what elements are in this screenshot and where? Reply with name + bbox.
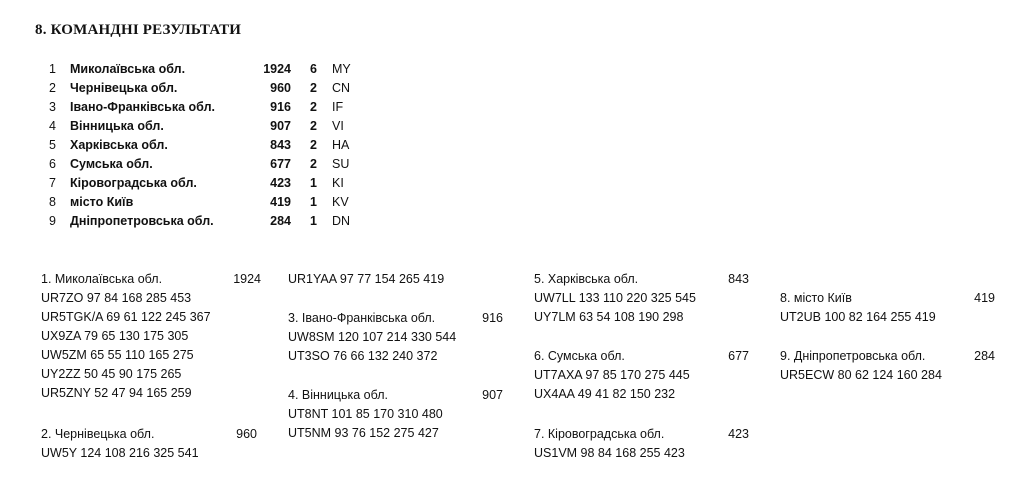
team-score: 284 bbox=[974, 349, 995, 363]
team-score: 419 bbox=[974, 291, 995, 305]
summary-row bbox=[40, 119, 370, 138]
summary-row bbox=[40, 176, 370, 195]
team-title: 1. Миколаївська обл. bbox=[41, 272, 163, 286]
team-name: Чернівецька обл. bbox=[70, 81, 178, 95]
member-result: UW5Y 124 108 216 325 541 bbox=[41, 446, 199, 460]
summary-row bbox=[40, 138, 370, 157]
region-code: KI bbox=[332, 176, 344, 190]
team-name: Сумська обл. bbox=[70, 157, 153, 171]
member-result: UT2UB 100 82 164 255 419 bbox=[780, 310, 936, 324]
rank: 2 bbox=[49, 81, 56, 95]
team-name: Харківська обл. bbox=[70, 138, 168, 152]
team-score: 284 bbox=[270, 214, 291, 228]
team-score: 916 bbox=[270, 100, 291, 114]
team-score: 843 bbox=[270, 138, 291, 152]
member-result: UW5ZM 65 55 110 165 275 bbox=[41, 348, 194, 362]
team-title: 6. Сумська обл. bbox=[534, 349, 625, 363]
participant-count: 2 bbox=[310, 81, 317, 95]
region-code: DN bbox=[332, 214, 351, 228]
team-score: 423 bbox=[728, 427, 749, 441]
team-name: місто Київ bbox=[70, 195, 134, 209]
team-title: 4. Вінницька обл. bbox=[288, 388, 388, 402]
summary-row bbox=[40, 195, 370, 214]
member-result: UY7LM 63 54 108 190 298 bbox=[534, 310, 684, 324]
page-title: 8. КОМАНДНІ РЕЗУЛЬТАТИ bbox=[35, 22, 242, 38]
team-title: 2. Чернівецька обл. bbox=[41, 427, 155, 441]
team-score: 907 bbox=[270, 119, 291, 133]
region-code: HA bbox=[332, 138, 350, 152]
summary-row bbox=[40, 157, 370, 176]
team-score: 1924 bbox=[233, 272, 261, 286]
participant-count: 1 bbox=[310, 214, 317, 228]
region-code: KV bbox=[332, 195, 349, 209]
member-result: UX4AA 49 41 82 150 232 bbox=[534, 387, 676, 401]
member-result: UT3SO 76 66 132 240 372 bbox=[288, 349, 438, 363]
member-result: UW7LL 133 110 220 325 545 bbox=[534, 291, 696, 305]
participant-count: 1 bbox=[310, 176, 317, 190]
team-score: 916 bbox=[482, 311, 503, 325]
team-score: 423 bbox=[270, 176, 291, 190]
team-name: Вінницька обл. bbox=[70, 119, 164, 133]
team-title: 3. Івано-Франківська обл. bbox=[288, 311, 436, 325]
team-score: 907 bbox=[482, 388, 503, 402]
team-score: 419 bbox=[270, 195, 291, 209]
team-name: Миколаївська обл. bbox=[70, 62, 186, 76]
member-result: UT5NM 93 76 152 275 427 bbox=[288, 426, 439, 440]
participant-count: 6 bbox=[310, 62, 317, 76]
rank: 8 bbox=[49, 195, 56, 209]
rank: 4 bbox=[49, 119, 56, 133]
participant-count: 1 bbox=[310, 195, 317, 209]
rank: 5 bbox=[49, 138, 56, 152]
participant-count: 2 bbox=[310, 157, 317, 171]
member-result: US1VM 98 84 168 255 423 bbox=[534, 446, 685, 460]
rank: 6 bbox=[49, 157, 56, 171]
region-code: MY bbox=[332, 62, 351, 76]
member-result: UX9ZA 79 65 130 175 305 bbox=[41, 329, 189, 343]
team-score: 960 bbox=[236, 427, 257, 441]
member-result: UR5ZNY 52 47 94 165 259 bbox=[41, 386, 192, 400]
rank: 3 bbox=[49, 100, 56, 114]
participant-count: 2 bbox=[310, 100, 317, 114]
team-score: 1924 bbox=[263, 62, 291, 76]
team-score: 960 bbox=[270, 81, 291, 95]
member-result: UR1YAA 97 77 154 265 419 bbox=[288, 272, 445, 286]
summary-row bbox=[40, 100, 370, 119]
member-result: UY2ZZ 50 45 90 175 265 bbox=[41, 367, 182, 381]
team-score: 677 bbox=[270, 157, 291, 171]
member-result: UT7AXA 97 85 170 275 445 bbox=[534, 368, 690, 382]
region-code: VI bbox=[332, 119, 344, 133]
team-title: 9. Дніпропетровська обл. bbox=[780, 349, 926, 363]
summary-row bbox=[40, 81, 370, 100]
region-code: CN bbox=[332, 81, 351, 95]
member-result: UR5TGK/A 69 61 122 245 367 bbox=[41, 310, 211, 324]
participant-count: 2 bbox=[310, 119, 317, 133]
rank: 9 bbox=[49, 214, 56, 228]
team-name: Дніпропетровська обл. bbox=[70, 214, 214, 228]
team-title: 8. місто Київ bbox=[780, 291, 852, 305]
rank: 7 bbox=[49, 176, 56, 190]
region-code: IF bbox=[332, 100, 344, 114]
member-result: UW8SM 120 107 214 330 544 bbox=[288, 330, 457, 344]
rank: 1 bbox=[49, 62, 56, 76]
member-result: UR7ZO 97 84 168 285 453 bbox=[41, 291, 192, 305]
summary-row bbox=[40, 214, 370, 233]
team-score: 677 bbox=[728, 349, 749, 363]
summary-row bbox=[40, 62, 370, 81]
team-score: 843 bbox=[728, 272, 749, 286]
member-result: UR5ECW 80 62 124 160 284 bbox=[780, 368, 942, 382]
team-title: 7. Кіровоградська обл. bbox=[534, 427, 665, 441]
region-code: SU bbox=[332, 157, 350, 171]
participant-count: 2 bbox=[310, 138, 317, 152]
team-name: Івано-Франківська обл. bbox=[70, 100, 215, 114]
team-name: Кіровоградська обл. bbox=[70, 176, 197, 190]
team-title: 5. Харківська обл. bbox=[534, 272, 639, 286]
member-result: UT8NT 101 85 170 310 480 bbox=[288, 407, 443, 421]
